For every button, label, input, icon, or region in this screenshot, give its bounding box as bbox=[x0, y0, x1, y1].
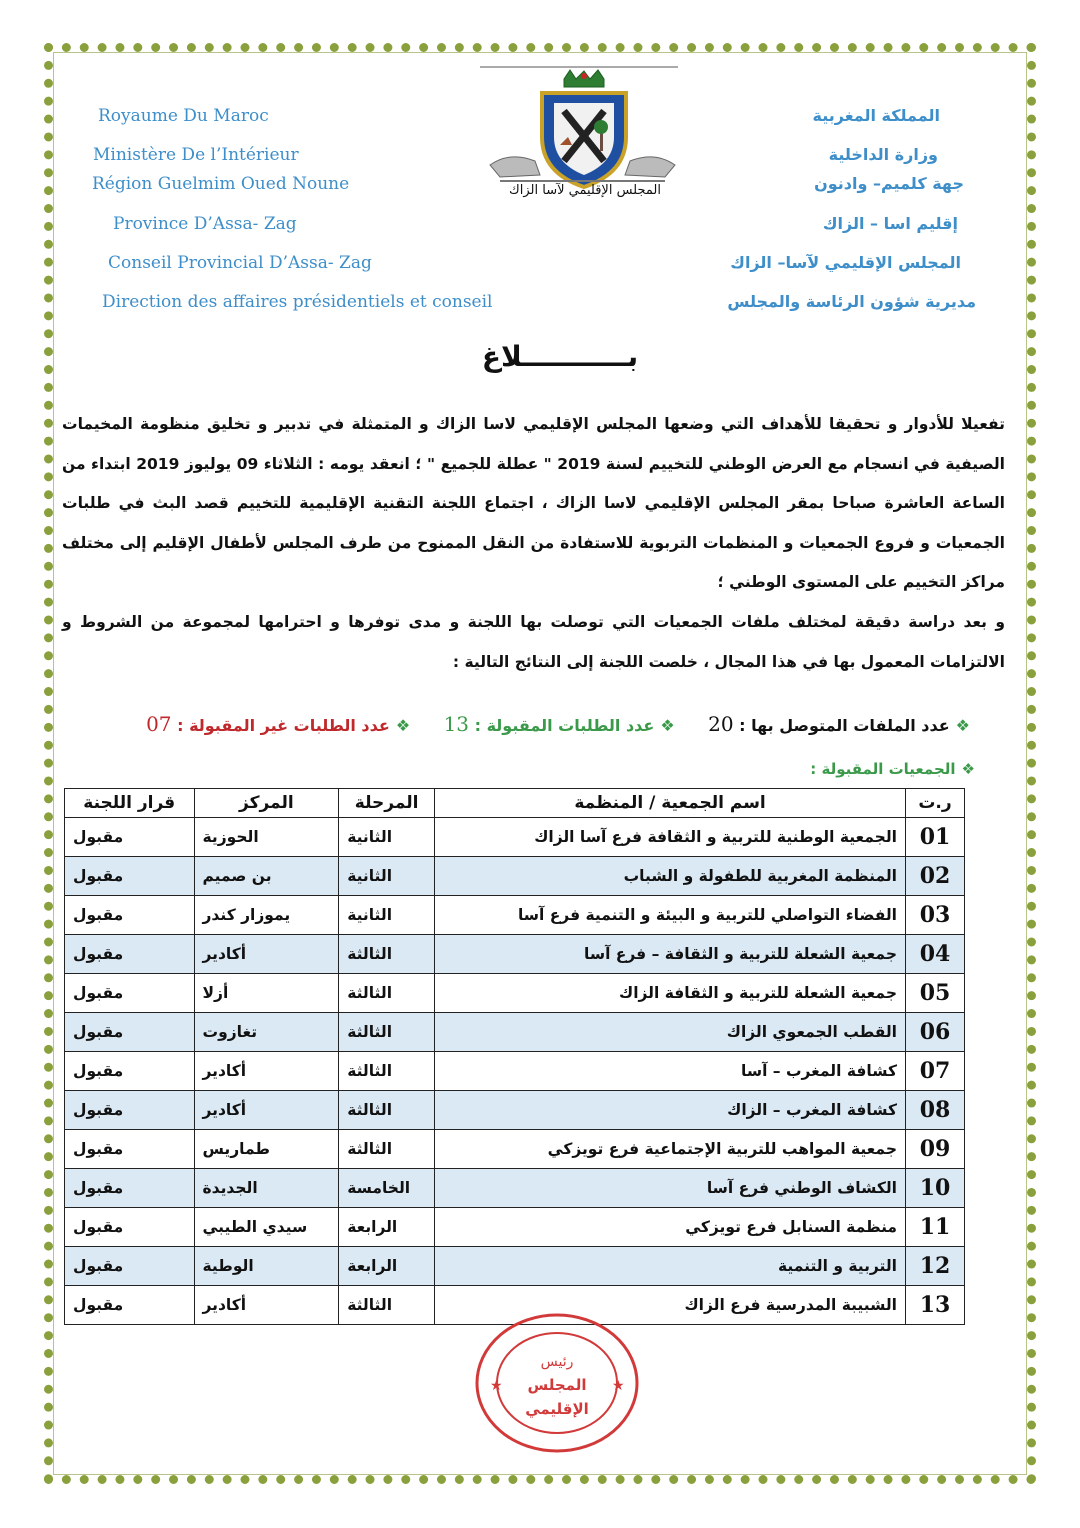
row-center: الجديدة bbox=[194, 1169, 339, 1208]
row-association: منظمة السنابل فرع تويزكي bbox=[435, 1208, 906, 1247]
official-stamp-icon bbox=[470, 1308, 645, 1458]
row-index: 09 bbox=[906, 1130, 965, 1169]
row-stage: الثالثة bbox=[339, 1013, 435, 1052]
row-stage: الثالثة bbox=[339, 1130, 435, 1169]
ar-kingdom: المملكة المغربية bbox=[812, 106, 940, 125]
row-stage: الثالثة bbox=[339, 1286, 435, 1325]
row-association: كشافة المغرب – آسا bbox=[435, 1052, 906, 1091]
row-association: جمعية الشعلة للتربية و الثقافة الزاك bbox=[435, 974, 906, 1013]
row-center: الوطية bbox=[194, 1247, 339, 1286]
ar-province: إقليم اسا – الزاك bbox=[822, 214, 958, 233]
row-center: أكادير bbox=[194, 1286, 339, 1325]
table-row bbox=[65, 1169, 965, 1208]
row-decision: مقبول bbox=[65, 1130, 195, 1169]
row-stage: الثانية bbox=[339, 857, 435, 896]
accepted-value: 13 bbox=[443, 712, 470, 736]
table-row bbox=[65, 1208, 965, 1247]
row-center: طماريس bbox=[194, 1130, 339, 1169]
row-index: 13 bbox=[906, 1286, 965, 1325]
row-association: الكشاف الوطني فرع آسا bbox=[435, 1169, 906, 1208]
row-stage: الرابعة bbox=[339, 1247, 435, 1286]
row-decision: مقبول bbox=[65, 974, 195, 1013]
table-row bbox=[65, 1247, 965, 1286]
row-center: الحوزية bbox=[194, 818, 339, 857]
svg-text:★: ★ bbox=[490, 1378, 503, 1394]
row-index: 05 bbox=[906, 974, 965, 1013]
page-title: بـــــــــــلاغ bbox=[481, 340, 639, 373]
row-association: المنظمة المغربية للطفولة و الشباب bbox=[435, 857, 906, 896]
fr-kingdom: Royaume Du Maroc bbox=[98, 106, 269, 126]
svg-text:★: ★ bbox=[612, 1378, 625, 1394]
row-stage: الثانية bbox=[339, 896, 435, 935]
ar-region: جهة كلميم– وادنون bbox=[814, 174, 964, 193]
bullet-icon: ❖ bbox=[660, 716, 675, 735]
table-row bbox=[65, 818, 965, 857]
row-decision: مقبول bbox=[65, 935, 195, 974]
col-decision: قرار اللجنة bbox=[65, 789, 195, 818]
table-row bbox=[65, 1013, 965, 1052]
table-row bbox=[65, 935, 965, 974]
row-decision: مقبول bbox=[65, 1208, 195, 1247]
row-association: الجمعية الوطنية للتربية و الثقافة فرع آسا الزاك bbox=[435, 818, 906, 857]
row-decision: مقبول bbox=[65, 1091, 195, 1130]
row-association: جمعية المواهب للتربية الإجتماعية فرع تويزكي bbox=[435, 1130, 906, 1169]
ar-council: المجلس الإقليمي لآسا– الزاك bbox=[730, 253, 961, 272]
paragraph-intro: تفعيلا للأدوار و تحقيقا للأهداف التي وضعها المجلس الإقليمي لاسا الزاك و المتمثلة في تدبير و تخليق منظومة المخيمات الصيفية في انسجام مع العرض الوطني للتخييم لسنة 2019 " عطلة للجميع " ؛ انعقد يومه : الثلاثاء 09 يوليوز 2019 ابتداء من الساعة العاشرة صباحا بمقر المجلس الإقليمي لاسا الزاك ، اجتماع اللجنة التقنية الإقليمية للتخييم قصد البث في طلبات الجمعيات و فروع الجمعيات و المنظمات التربوية للاستفادة من النقل الممنوح من طرف المجلس لأطفال الإقليم إلى مختلف مراكز التخييم على المستوى الوطني ؛ bbox=[62, 415, 1005, 591]
accepted-heading bbox=[810, 760, 975, 778]
stamp-line-2: المجلس bbox=[527, 1376, 587, 1394]
row-center: بن صميم bbox=[194, 857, 339, 896]
col-stage: المرحلة bbox=[339, 789, 435, 818]
table-row bbox=[65, 1052, 965, 1091]
row-index: 10 bbox=[906, 1169, 965, 1208]
fr-direction: Direction des affaires présidentiels et conseil bbox=[102, 292, 493, 312]
fr-council: Conseil Provincial D’Assa- Zag bbox=[108, 253, 372, 273]
row-decision: مقبول bbox=[65, 1247, 195, 1286]
row-center: تغازوت bbox=[194, 1013, 339, 1052]
row-index: 06 bbox=[906, 1013, 965, 1052]
row-association: الشبيبة المدرسية فرع الزاك bbox=[435, 1286, 906, 1325]
row-stage: الثالثة bbox=[339, 935, 435, 974]
col-center: المركز bbox=[194, 789, 339, 818]
col-index: ر.ت bbox=[906, 789, 965, 818]
bullet-icon: ❖ bbox=[395, 716, 411, 735]
bullet-icon: ❖ bbox=[955, 716, 970, 735]
fr-ministry: Ministère De l’Intérieur bbox=[93, 145, 299, 165]
ar-ministry: وزارة الداخلية bbox=[828, 145, 938, 164]
row-association: الفضاء التواصلي للتربية و البيئة و التنمية فرع آسا bbox=[435, 896, 906, 935]
ar-direction: مديرية شؤون الرئاسة والمجلس bbox=[727, 292, 976, 311]
row-decision: مقبول bbox=[65, 896, 195, 935]
row-center: أزلا bbox=[194, 974, 339, 1013]
table-row bbox=[65, 1091, 965, 1130]
accepted-label: عدد الطلبات المقبولة : bbox=[474, 716, 655, 735]
row-index: 02 bbox=[906, 857, 965, 896]
stamp-line-3: الإقليمي bbox=[525, 1400, 589, 1418]
table-row bbox=[65, 857, 965, 896]
header-ar bbox=[688, 0, 988, 320]
table-row bbox=[65, 974, 965, 1013]
fr-province: Province D’Assa- Zag bbox=[113, 214, 297, 234]
fr-region: Région Guelmim Oued Noune bbox=[92, 174, 350, 194]
row-index: 04 bbox=[906, 935, 965, 974]
row-decision: مقبول bbox=[65, 818, 195, 857]
emblem-caption: المجلس الإقليمي لآسا الزاك bbox=[509, 183, 661, 198]
row-stage: الخامسة bbox=[339, 1169, 435, 1208]
paragraph-results: و بعد دراسة دقيقة لمختلف ملفات الجمعيات التي توصلت بها اللجنة و مدى توفرها و احترامها لمجموعة من الشروط و الالتزامات المعمول بها في هذا المجال ، خلصت اللجنة إلى النتائج التالية : bbox=[62, 613, 1005, 671]
row-decision: مقبول bbox=[65, 1052, 195, 1091]
row-index: 03 bbox=[906, 896, 965, 935]
row-association: التربية و التنمية bbox=[435, 1247, 906, 1286]
table-header-row bbox=[65, 789, 965, 818]
accepted-associations-table bbox=[64, 788, 965, 1325]
row-stage: الثالثة bbox=[339, 1052, 435, 1091]
row-association: جمعية الشعلة للتربية و الثقافة – فرع آسا bbox=[435, 935, 906, 974]
row-index: 01 bbox=[906, 818, 965, 857]
row-stage: الثالثة bbox=[339, 974, 435, 1013]
received-value: 20 bbox=[708, 712, 734, 736]
accepted-heading-text: الجمعيات المقبولة : bbox=[810, 760, 956, 778]
stats-line bbox=[146, 712, 970, 736]
col-association: اسم الجمعية / المنظمة bbox=[435, 789, 906, 818]
row-index: 11 bbox=[906, 1208, 965, 1247]
row-decision: مقبول bbox=[65, 1286, 195, 1325]
row-index: 12 bbox=[906, 1247, 965, 1286]
row-center: يموزار كندر bbox=[194, 896, 339, 935]
row-decision: مقبول bbox=[65, 857, 195, 896]
row-decision: مقبول bbox=[65, 1013, 195, 1052]
row-index: 08 bbox=[906, 1091, 965, 1130]
row-stage: الرابعة bbox=[339, 1208, 435, 1247]
row-association: القطب الجمعوي الزاك bbox=[435, 1013, 906, 1052]
row-association: كشافة المغرب – الزاك bbox=[435, 1091, 906, 1130]
stamp-line-1: رئيس bbox=[540, 1354, 574, 1370]
row-center: أكادير bbox=[194, 1052, 339, 1091]
row-decision: مقبول bbox=[65, 1169, 195, 1208]
received-label: عدد الملفات المتوصل بها : bbox=[739, 716, 950, 735]
rejected-label: عدد الطلبات غير المقبولة : bbox=[177, 716, 390, 735]
rejected-value: 07 bbox=[146, 712, 172, 736]
row-stage: الثانية bbox=[339, 818, 435, 857]
table-row bbox=[65, 896, 965, 935]
row-stage: الثالثة bbox=[339, 1091, 435, 1130]
table-row bbox=[65, 1130, 965, 1169]
row-center: أكادير bbox=[194, 1091, 339, 1130]
row-index: 07 bbox=[906, 1052, 965, 1091]
bullet-icon: ❖ bbox=[961, 760, 975, 778]
row-center: سيدي الطيبي bbox=[194, 1208, 339, 1247]
row-center: أكادير bbox=[194, 935, 339, 974]
